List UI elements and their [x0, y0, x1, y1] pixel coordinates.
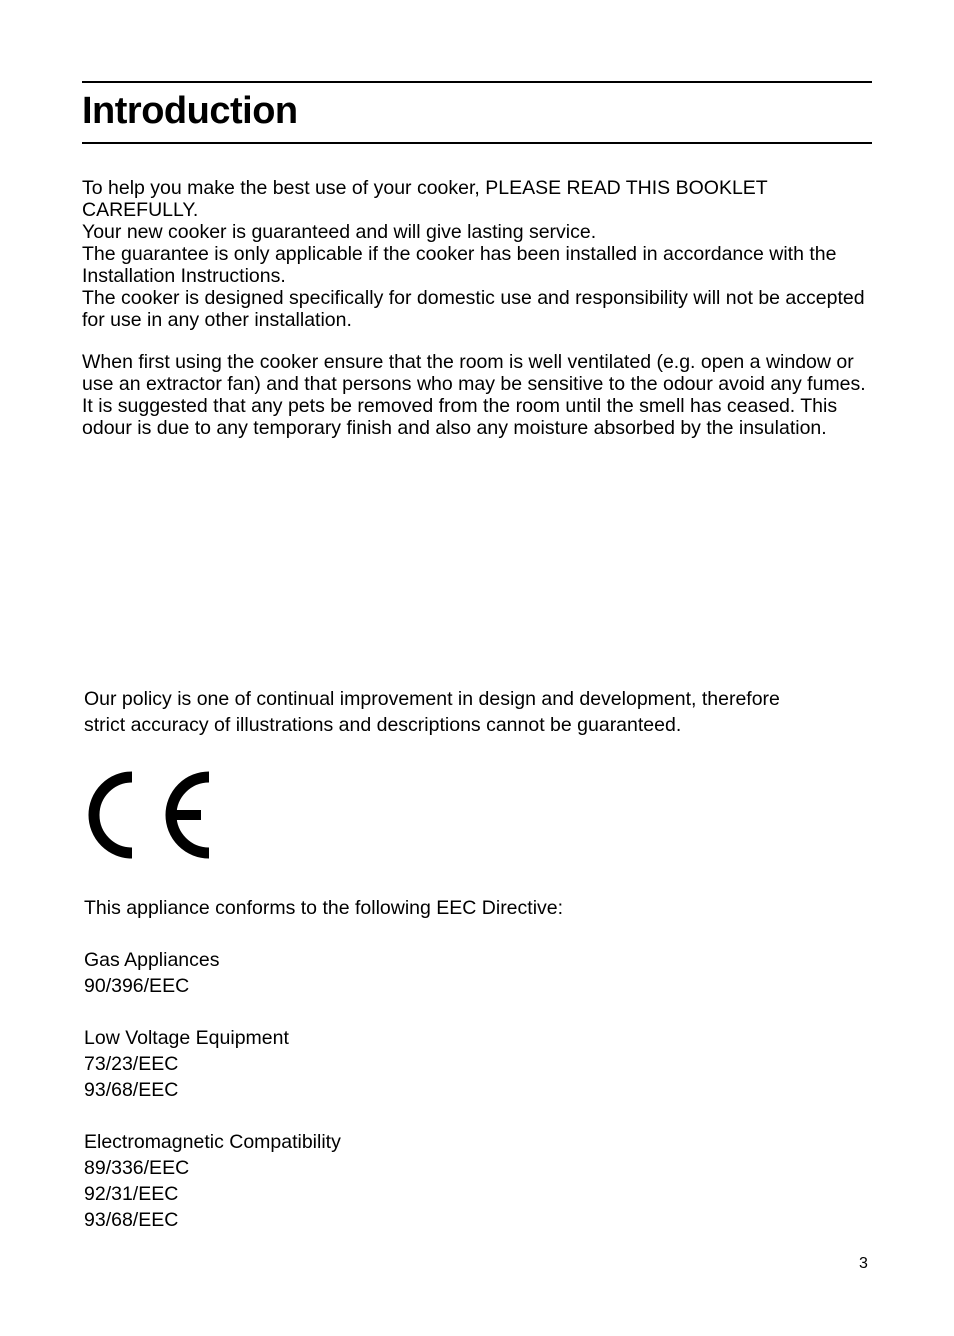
directive-group-emc	[84, 1129, 684, 1233]
directive-code: 73/23/EEC	[84, 1053, 179, 1075]
directive-code: 89/336/EEC	[84, 1157, 190, 1179]
directive-group-name: Low Voltage Equipment	[84, 1027, 289, 1049]
directive-list	[84, 895, 684, 1233]
directive-group-low-voltage	[84, 1025, 684, 1103]
intro-paragraph-1	[82, 177, 874, 331]
page-number: 3	[859, 1255, 868, 1272]
title-rule-bottom	[82, 142, 872, 144]
ce-mark-icon	[84, 770, 214, 860]
intro-paragraph-2	[82, 351, 874, 439]
intro-line: The cooker is designed specifically for domestic use and responsibility will not be accepted for use in any other installation.	[82, 287, 865, 331]
ventilation-notice: When first using the cooker ensure that the room is well ventilated (e.g. open a window or use an extractor fan) and that persons who may be sensitive to the odour avoid any fumes. It is suggested that any pets be removed from the room until the smell has ceased. This odour is due to any temporary finish and also any moisture absorbed by the insulation.	[82, 351, 866, 439]
directive-code: 93/68/EEC	[84, 1079, 179, 1101]
intro-line: To help you make the best use of your cooker, PLEASE READ THIS BOOKLET CAREFULLY.	[82, 177, 768, 221]
intro-line: The guarantee is only applicable if the cooker has been installed in accordance with the Installation Instructions.	[82, 243, 837, 287]
directive-group-gas	[84, 947, 684, 999]
policy-notice: Our policy is one of continual improvement in design and development, therefore strict accuracy of illustrations and descriptions cannot be guaranteed.	[84, 688, 780, 736]
directive-statement: This appliance conforms to the following EEC Directive:	[84, 897, 564, 919]
directive-code: 92/31/EEC	[84, 1183, 179, 1205]
intro-line: Your new cooker is guaranteed and will give lasting service.	[82, 221, 597, 243]
page-title: Introduction	[82, 90, 298, 132]
directive-group-name: Gas Appliances	[84, 949, 220, 971]
title-rule-top	[82, 81, 872, 83]
directive-code: 93/68/EEC	[84, 1209, 179, 1231]
directive-group-name: Electromagnetic Compatibility	[84, 1131, 341, 1153]
directive-code: 90/396/EEC	[84, 975, 190, 997]
